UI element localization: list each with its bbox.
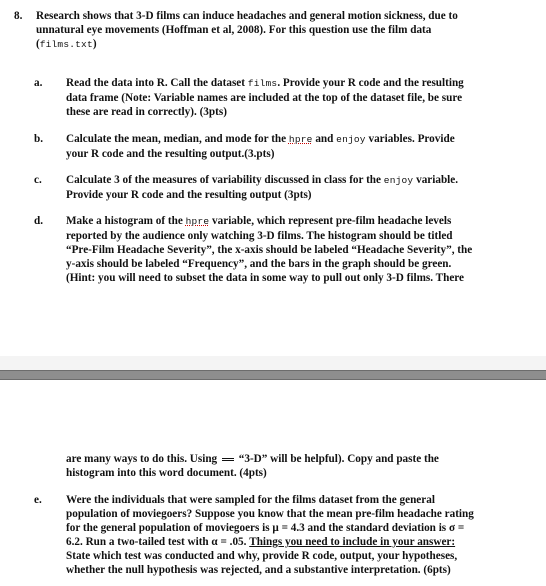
question-8-line-3: (films.txt): [36, 38, 97, 50]
item-letter-c: c.: [34, 174, 42, 186]
item-c-line-1: Calculate 3 of the measures of variability discussed in class for the enjoy variable.: [66, 174, 459, 186]
item-a-line-2: data frame (Note: Variable names are included at the top of the dataset file, be sure: [66, 92, 463, 104]
item-d-cont-line-1: are many ways to do this. Using “3-D” will be helpful). Copy and paste the: [66, 453, 439, 465]
item-d-continued: [66, 452, 536, 480]
double-equals-symbol: [222, 458, 234, 461]
item-letter-d: d.: [34, 215, 44, 227]
variable-hpre-code: hpre: [288, 134, 313, 145]
dataset-name-code: films: [247, 78, 278, 89]
item-a-line-1: Read the data into R. Call the dataset films. Provide your R code and the resulting: [66, 77, 464, 89]
item-e-line-5: State which test was conducted and why, provide R code, output, your hypotheses,: [66, 550, 458, 562]
question-8-intro: [14, 9, 534, 52]
variable-hpre-code: hpre: [185, 216, 210, 227]
question-number: 8.: [14, 10, 23, 22]
item-e-line-2: population of moviegoers? Suppose you know that the mean pre-film headache rating: [66, 508, 474, 520]
item-e-line-6: whether the null hypothesis was rejected, and a substantive interpretation. (6pts): [66, 564, 451, 576]
question-8-line-1: Research shows that 3-D films can induce headaches and general motion sickness, due to: [36, 10, 458, 22]
document-page-2-top-margin: [0, 380, 546, 448]
variable-enjoy-code: enjoy: [383, 175, 414, 186]
item-a-line-3: these are read in correctly). (3pts): [66, 106, 227, 118]
page-divider: [0, 370, 546, 380]
item-d-line-5: (Hint: you will need to subset the data in some way to pull out only 3-D films. There: [66, 272, 465, 284]
item-c-line-2: Provide your R code and the resulting output (3pts): [66, 189, 312, 201]
file-name-code: films.txt: [39, 39, 93, 50]
item-e-line-4: 6.2. Run a two-tailed test with α = .05. Things you need to include in your answer:: [66, 536, 456, 548]
item-e-line-3: for the general population of moviegoers is μ = 4.3 and the standard deviation is σ =: [66, 522, 465, 534]
document-page-2: [0, 448, 546, 586]
item-d-line-4: y-axis should be labeled “Frequency”, and the bars in the graph should be green.: [66, 258, 452, 270]
item-d-line-1: Make a histogram of the hpre variable, which represent pre-film headache levels: [66, 215, 452, 227]
item-letter-b: b.: [34, 133, 44, 145]
item-d-line-3: “Pre-Film Headache Severity”, the x-axis should be labeled “Headache Severity”, the: [66, 244, 473, 256]
item-e-line-1: Were the individuals that were sampled for the films dataset from the general: [66, 494, 435, 506]
item-b-line-2: your R code and the resulting output.(3.pts): [66, 148, 275, 160]
question-8-line-2: unnatural eye movements (Hoffman et al, 2008). For this question use the film data: [36, 24, 432, 36]
required-items-heading: Things you need to include in your answer:: [249, 536, 456, 548]
item-d-line-2: reported by the audience only watching 3-D films. The histogram should be titled: [66, 230, 453, 242]
item-letter-e: e.: [34, 494, 42, 506]
variable-enjoy-code: enjoy: [336, 134, 366, 145]
item-d-cont-line-2: histogram into this word document. (4pts): [66, 467, 267, 479]
item-b-line-1: Calculate the mean, median, and mode for the hpre and enjoy variables. Provide: [66, 133, 455, 145]
item-letter-a: a.: [34, 77, 43, 89]
